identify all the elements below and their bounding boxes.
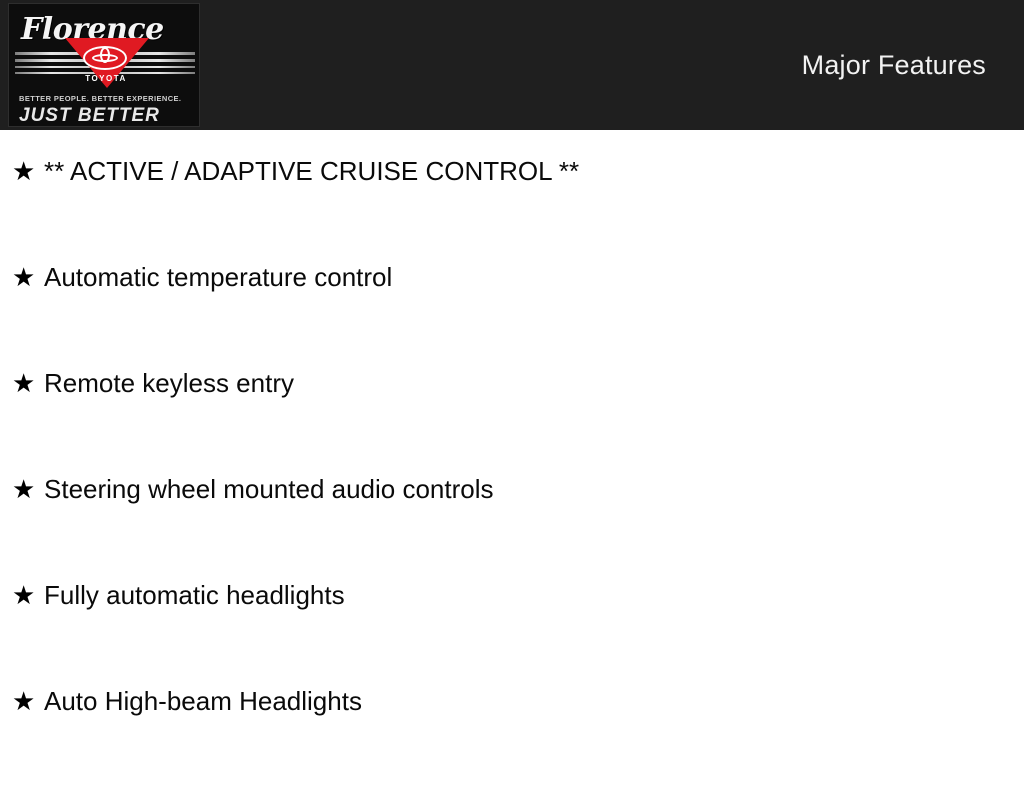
list-item	[0, 260, 1024, 366]
star-icon: ★	[12, 580, 36, 610]
list-item	[0, 154, 1024, 260]
dealer-name-wordmark: Florence	[21, 12, 164, 47]
list-item-label: Steering wheel mounted audio controls	[44, 474, 494, 504]
star-icon: ★	[12, 686, 36, 716]
dealer-logo	[8, 3, 200, 127]
page-title: Major Features	[801, 50, 986, 80]
dealer-slogan: JUST BETTER	[19, 105, 160, 126]
list-item-label: Fully automatic headlights	[44, 580, 345, 610]
list-item-label: ** ACTIVE / ADAPTIVE CRUISE CONTROL **	[44, 156, 580, 186]
list-item	[0, 578, 1024, 684]
list-item-label: Auto High-beam Headlights	[44, 686, 362, 716]
star-icon: ★	[12, 474, 36, 504]
star-icon: ★	[12, 368, 36, 398]
dealer-tagline: BETTER PEOPLE. BETTER EXPERIENCE.	[19, 94, 182, 103]
star-icon: ★	[12, 156, 36, 186]
slide-header	[0, 0, 1024, 130]
list-item-label: Automatic temperature control	[44, 262, 393, 292]
list-item	[0, 472, 1024, 578]
list-item	[0, 366, 1024, 472]
list-item-label: Remote keyless entry	[44, 368, 294, 398]
list-item	[0, 684, 1024, 790]
toyota-logo-icon	[83, 46, 129, 72]
toyota-brand-text: TOYOTA	[85, 74, 127, 83]
feature-list	[0, 130, 1024, 768]
star-icon: ★	[12, 262, 36, 292]
